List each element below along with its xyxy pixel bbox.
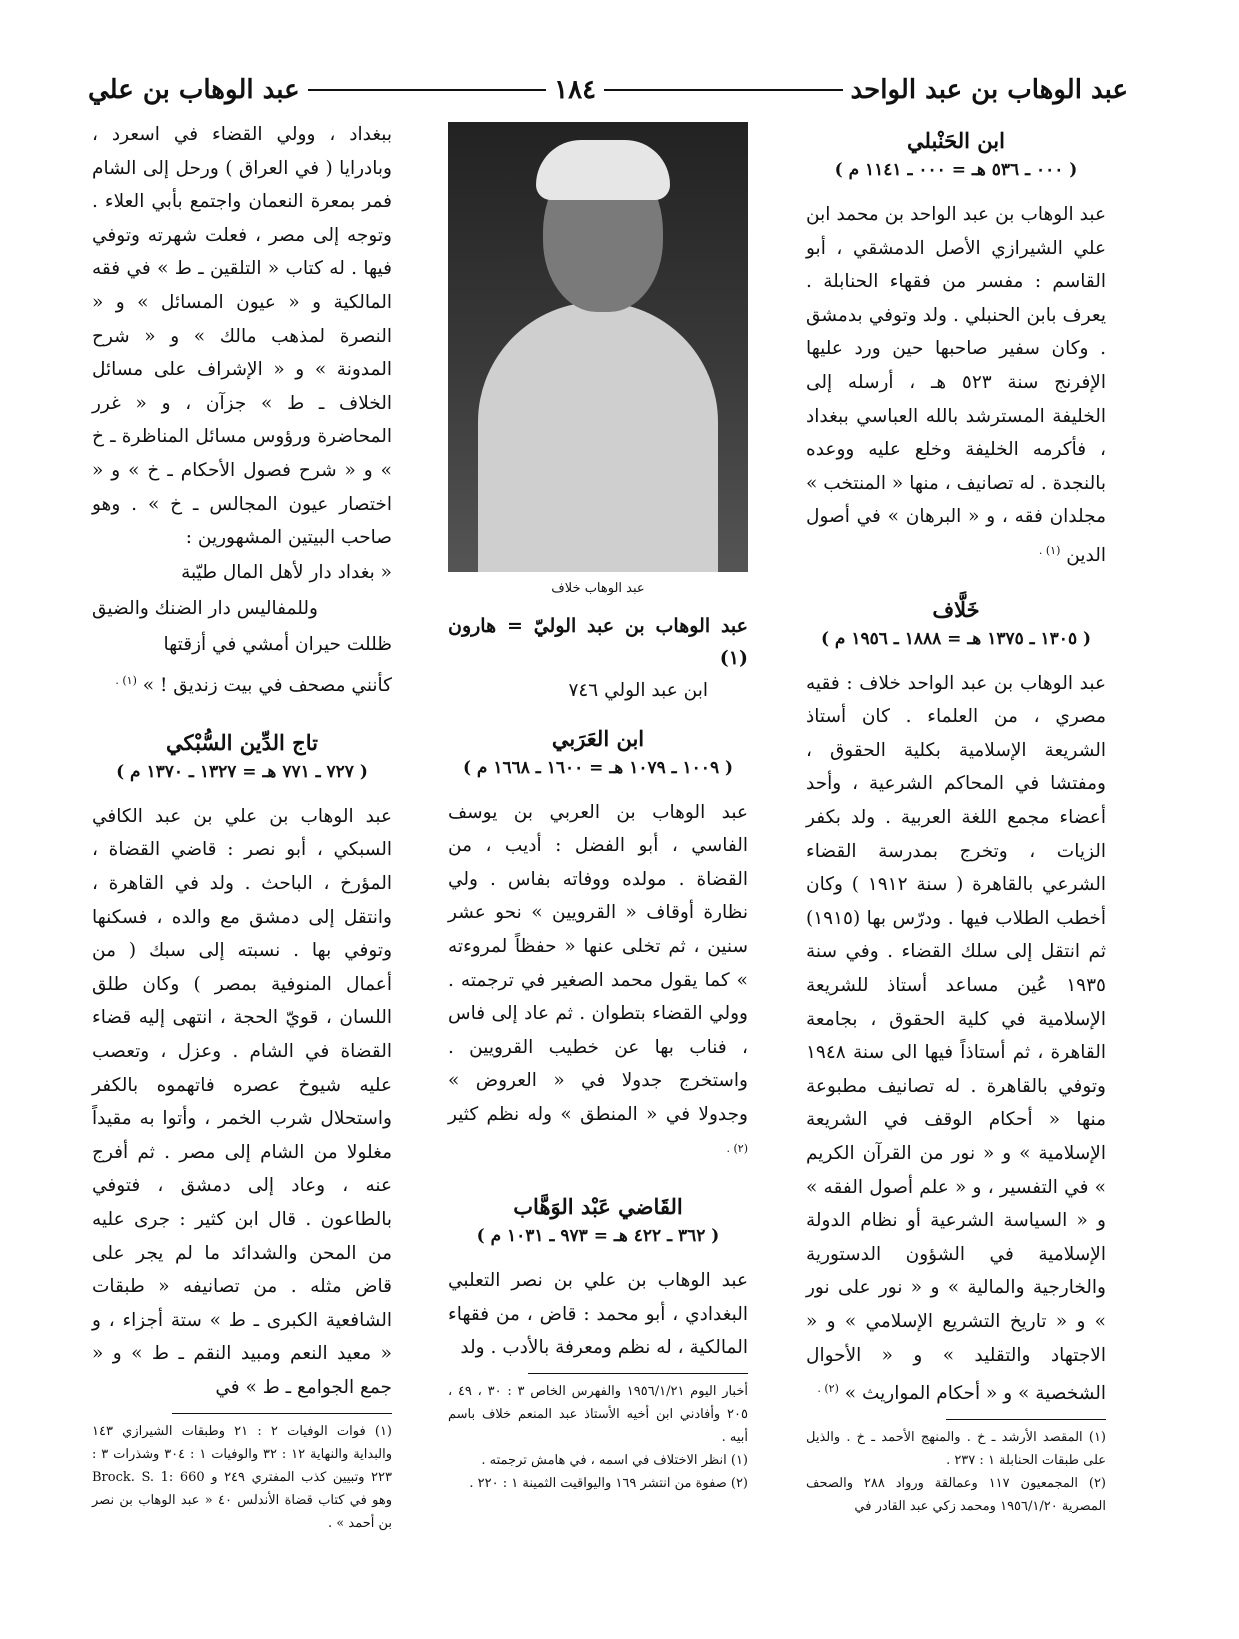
entry-title: تاج الدِّين السُّبْكي (166, 729, 318, 755)
footnote-ref: (١) . (1038, 543, 1061, 557)
photo-turban (536, 140, 670, 200)
cross-reference: عبد الوهاب بن عبد الوليّ = هارون (١) (448, 615, 748, 669)
entry-body: عبد الوهاب بن عبد الواحد خلاف : فقيه مصري ، من العلماء . كان أستاذ الشريعة الإسلامية بكلية الحقوق ، ومفتشا في المحاكم الشرعية ، وأحد أعضاء مجمع اللغة العربية . ولد بكفر الزيات ، وتخرج بمدرسة القضاء الشرعي بالقاهرة ( سنة ١٩١٢ ) وكان أخطب الطلاب فيها . ودرّس بها (١٩١٥) ثم انتقل إلى سلك القضاء . وفي سنة ١٩٣٥ عُين مساعد أستاذ للشريعة الإسلامية في كلية الحقوق ، بجامعة القاهرة ، ثم أستاذاً فيها الى سنة ١٩٤٨ وتوفي بالقاهرة . له تصانيف مطبوعة منها « أحكام الوقف في الشريعة الإسلامية » و « نور من القرآن الكريم » في التفسير ، و « علم أصول الفقه » و « السياسة الشرعية أو نظام الدولة الإسلامية في الشؤون الدستورية والخارجية والمالية » و « نور على نور » و « تاريخ التشريع الإسلامي » و « الاجتهاد والتقليد » و « الأحوال الشخصية » و « أحكام المواريث » $^{(٢) .}$ (806, 672, 1106, 1405)
column-middle (448, 118, 748, 1495)
poem-line: وللمفاليس دار الضنك والضيق (92, 597, 318, 619)
entry-dates: ( ٧٢٧ ـ ٧٧١ هـ = ١٣٢٧ ـ ١٣٧٠ م ) (116, 761, 368, 782)
page-header (88, 72, 1128, 108)
entry-body: عبد الوهاب بن علي بن عبد الكافي السبكي ، أبو نصر : قاضي القضاة ، المؤرخ ، الباحث . ولد في القاهرة ، وانتقل إلى دمشق مع والده ، فسكنها وتوفي بها . نسبته إلى سبك ( من أعمال المنوفية بمصر ) وكان طلق اللسان ، قويّ الحجة ، انتهى إليه قضاء القضاة في الشام . وعزل ، وتعصب عليه شيوخ عصره فاتهموه بالكفر واستحلال شرب الخمر ، وأتوا به مقيداً مغلولا من الشام إلى مصر . ثم أفرج عنه ، وعاد إلى دمشق ، فتوفي بالطاعون . قال ابن كثير : جرى عليه من المحن والشدائد ما لم يجر على قاض مثله . من تصانيفه « طبقات الشافعية الكبرى ـ ط » ستة أجزاء ، و « معيد النعم ومبيد النقم ـ ط » و « جمع الجوامع ـ ط » في (92, 805, 392, 1398)
footnote-rule (946, 1419, 1106, 1420)
footnote-ref: (١) . (115, 673, 137, 687)
entry-title: خَلَّاف (932, 596, 980, 622)
header-rule-right (604, 89, 842, 91)
footnote: أخبار اليوم ١٩٥٦/١/٢١ والفهرس الخاص ٣ : ٣٠ ، ٤٩ ، ٢٠٥ وأفادني ابن أخيه الأستاذ عبد المنعم خلاف باسم أبيه . (448, 1384, 749, 1446)
entry-title: ابن العَرَبي (551, 725, 645, 751)
footnote: (١) انظر الاختلاف في اسمه ، في هامش ترجمته . (481, 1453, 748, 1469)
page-number: ١٨٤ (554, 75, 597, 105)
entry-body: عبد الوهاب بن عبد الواحد بن محمد ابن علي الشيرازي الأصل الدمشقي ، أبو القاسم : مفسر من فقهاء الحنابلة . يعرف بابن الحنبلي . ولد وتوفي بدمشق . وكان سفير صاحبها حين ورد عليها الإفرنج سنة ٥٢٣ هـ ، أرسله إلى الخليفة المسترشد بالله العباسي ببغداد ، فأكرمه الخليفة وخلع عليه ووعده بالنجدة . له تصانيف ، منها « المنتخب » مجلدان فقه ، و « البرهان » في أصول الدين $^{(١) .}$ (806, 204, 1106, 567)
entry-title: ابن الحَنْبلي (907, 128, 1005, 153)
footnotes (806, 1426, 1106, 1518)
photo-caption: عبد الوهاب خلاف (551, 581, 645, 596)
entry-dates: ( ١٠٠٩ ـ ١٠٧٩ هـ = ١٦٠٠ ـ ١٦٦٨ م ) (462, 757, 734, 778)
header-rule-left (308, 89, 546, 91)
footnote-ref: (٢) . (726, 1141, 748, 1155)
entry-title: القَاضي عَبْد الوَهَّاب (513, 1194, 683, 1220)
column-right (806, 118, 1106, 1518)
running-head-left: عبد الوهاب بن علي (87, 75, 300, 105)
entry-body: عبد الوهاب بن علي بن نصر التعلبي البغدادي ، أبو محمد : قاض ، من فقهاء المالكية ، له نظم ومعرفة بالأدب . ولد (448, 1270, 748, 1359)
footnote-rule (528, 1373, 748, 1374)
poem-line: كأنني مصحف في بيت زنديق ! » $^{(١) .}$ (115, 673, 392, 696)
footnote-ref: (٢) . (817, 1382, 839, 1396)
photo-robe (478, 302, 718, 572)
footnote: (٢) صفوة من انتشر ١٦٩ واليواقيت الثمينة ١ : ٢٢٠ . (469, 1476, 748, 1492)
footnote: (١) المقصد الأرشد ـ خ . والمنهج الأحمد ـ خ . والذيل على طبقات الحنابلة ١ : ٢٣٧ . (806, 1429, 1106, 1468)
entry-dates: ( ٣٦٢ ـ ٤٢٢ هـ = ٩٧٣ ـ ١٠٣١ م ) (476, 1226, 720, 1247)
footnote: (٢) المجمعيون ١١٧ وعمالقة ورواد ٢٨٨ والصحف المصرية ١٩٥٦/١/٢٠ ومحمد زكي عبد القادر في (806, 1475, 1106, 1514)
footnote: (١) فوات الوفيات ٢ : ٢١ وطبقات الشيرازي ١٤٣ والبداية والنهاية ١٢ : ٣٢ والوفيات ١ : ٣٠٤ وشذرات ٣ : ٢٢٣ وتبيين كذب المفتري ٢٤٩ و Brock. S. 1: 660 وهو في كتاب قضاة الأندلس ٤٠ « عبد الوهاب بن نصر بن أحمد » . (92, 1423, 392, 1531)
running-head-right: عبد الوهاب بن عبد الواحد (850, 75, 1128, 105)
footnote-rule (172, 1413, 392, 1414)
entry-dates: ( ١٣٠٥ ـ ١٣٧٥ هـ = ١٨٨٨ ـ ١٩٥٦ م ) (820, 628, 1092, 649)
entry-dates: ( ٠٠٠ ـ ٥٣٦ هـ = ٠٠٠ ـ ١١٤١ م ) (834, 160, 1078, 180)
poem (92, 555, 392, 704)
column-left (92, 118, 392, 1535)
poem-line: « بغداد دار لأهل المال طيّبة (181, 561, 392, 583)
entry-body: ببغداد ، وولي القضاء في اسعرد ، وبادرايا ( في العراق ) ورحل إلى الشام فمر بمعرة النعمان واجتمع بأبي العلاء . وتوجه إلى مصر ، فعلت شهرته وتوفي فيها . له كتاب « التلقين ـ ط » في فقه المالكية و « عيون المسائل » و « النصرة لمذهب مالك » و « شرح المدونة » و « الإشراف على مسائل الخلاف ـ ط » جزآن ، و « غرر المحاضرة ورؤوس مسائل المناظرة ـ خ » و « شرح فصول الأحكام ـ خ » و « اختصار عيون المجالس ـ خ » . وهو صاحب البيتين المشهورين : (92, 124, 392, 549)
entry-body: عبد الوهاب بن العربي بن يوسف الفاسي ، أبو الفضل : أديب ، من القضاة . مولده ووفاته بفاس . ولي نظارة أوقاف « القرويين » نحو عشر سنين ، ثم تخلى عنها « حفظاً لمروءته » كما يقول محمد الصغير في ترجمته . وولي القضاء بتطوان . ثم عاد إلى فاس ، فناب بها عن خطيب القرويين . واستخرج جدولا في « العروض » وجدولا في « المنطق » وله نظم كثير $^{(٢) .}$ (448, 801, 748, 1155)
portrait-photo (448, 122, 748, 572)
footnotes (92, 1420, 392, 1535)
cross-reference-cont: ابن عبد الولي ٧٤٦ (568, 680, 708, 701)
poem-line: ظللت حيران أمشي في أزقتها (163, 633, 392, 655)
footnotes (448, 1380, 748, 1495)
